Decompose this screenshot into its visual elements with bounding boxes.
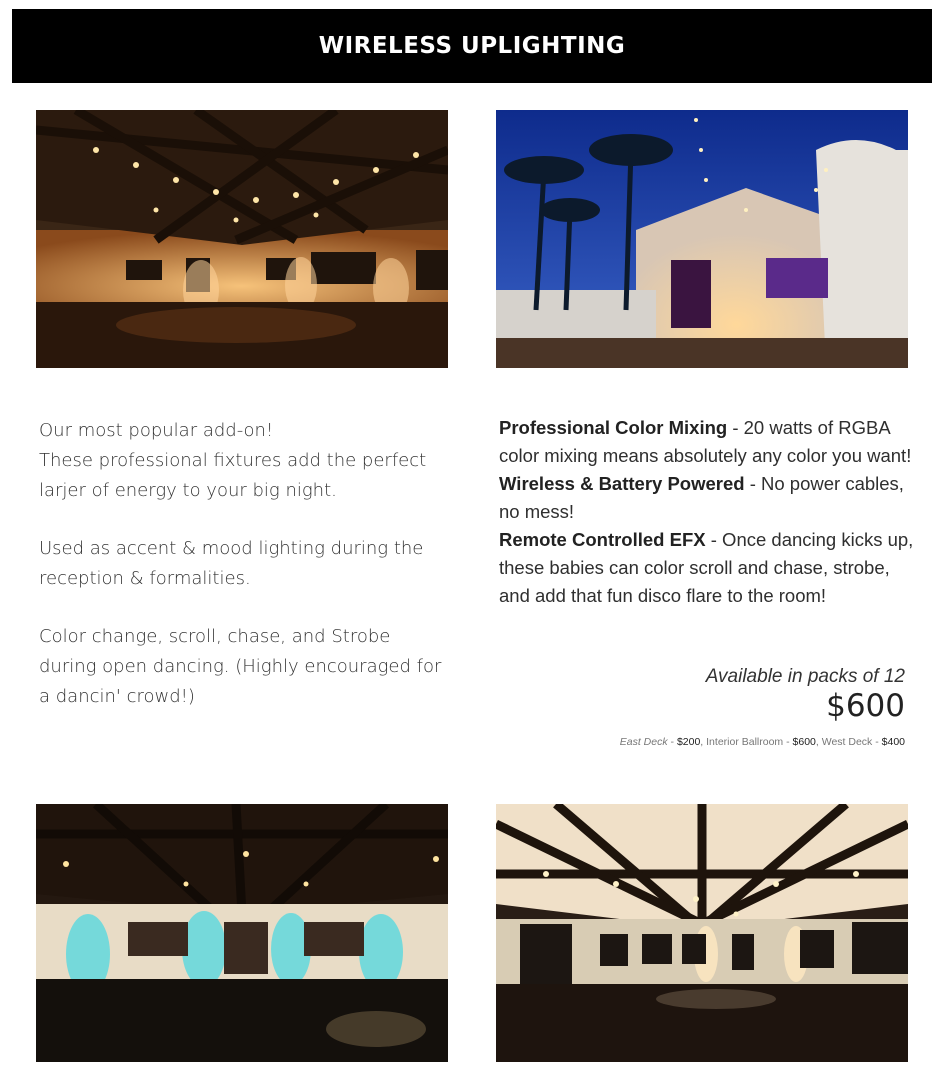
price-label: $600 xyxy=(826,688,905,724)
area-name: Interior Ballroom xyxy=(706,736,784,748)
intro-paragraph-2: Used as accent & mood lighting during the reception & formalities. xyxy=(39,538,424,589)
feature-text: - 20 watts of RGBA color mixing means absolutely any color you want! xyxy=(499,417,912,466)
separator: - xyxy=(872,736,882,748)
intro-line-1: Our most popular add-on! xyxy=(39,420,274,441)
availability-note: Available in packs of 12 xyxy=(705,666,905,687)
ballroom-white-photo xyxy=(496,804,908,1062)
area-price: $400 xyxy=(881,736,905,748)
area-price: $200 xyxy=(676,736,701,748)
feature-title: Wireless & Battery Powered xyxy=(499,473,745,494)
feature-item xyxy=(499,526,914,610)
feature-item xyxy=(499,470,914,526)
exterior-patio-photo xyxy=(496,110,908,368)
feature-title: Professional Color Mixing xyxy=(499,417,728,438)
separator: , xyxy=(700,736,707,748)
intro-line-2: These professional fixtures add the perfect larjer of energy to your big night. xyxy=(39,450,427,501)
ballroom-warm-photo xyxy=(36,110,448,368)
feature-text: - No power cables, no mess! xyxy=(499,473,904,522)
separator: - xyxy=(667,736,677,748)
features-list xyxy=(499,414,914,610)
price-breakdown xyxy=(620,736,905,748)
ballroom-teal-photo xyxy=(36,804,448,1062)
feature-item xyxy=(499,414,914,470)
area-price: $600 xyxy=(792,736,816,748)
separator: , xyxy=(815,736,822,748)
separator: - xyxy=(783,736,793,748)
area-name: East Deck xyxy=(619,736,668,748)
area-name: West Deck xyxy=(821,736,873,748)
intro-paragraph-3: Color change, scroll, chase, and Strobe during open dancing. (Highly encouraged for a dancin' crowd!) xyxy=(39,626,442,707)
intro-text xyxy=(39,416,449,740)
section-title: WIRELESS UPLIGHTING xyxy=(318,33,626,59)
feature-title: Remote Controlled EFX xyxy=(499,529,706,550)
feature-text: - Once dancing kicks up, these babies can color scroll and chase, strobe, and add that fun disco flare to the room! xyxy=(499,529,914,606)
section-header xyxy=(12,9,932,83)
